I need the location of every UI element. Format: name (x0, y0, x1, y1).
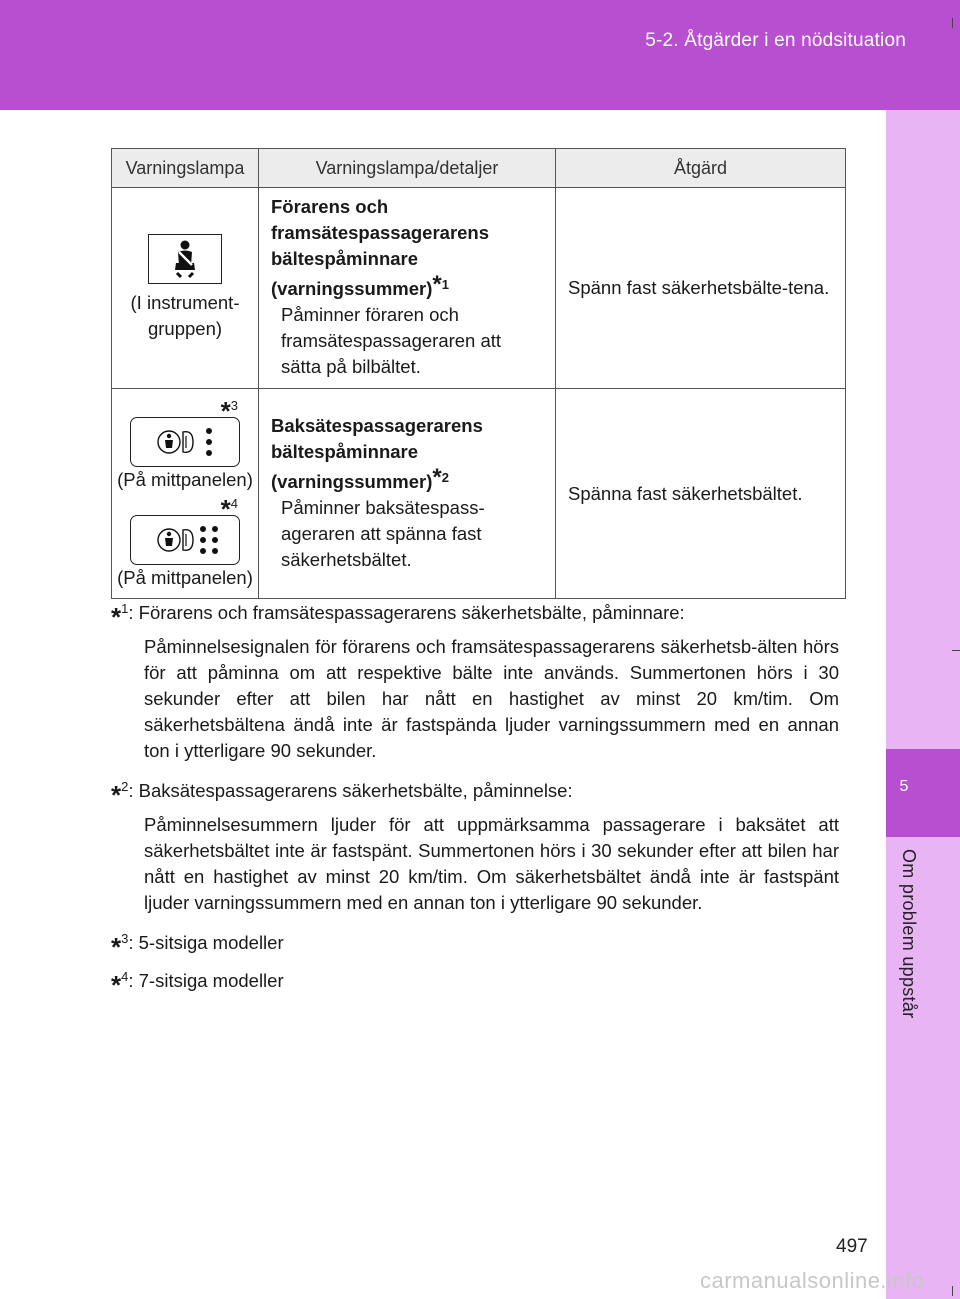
footnote: *$^3$: 5-sitsiga modeller (111, 931, 284, 962)
detail-title: Förarens och framsätespassagerarens bältespåminnare (varningssummer)$^{*1}$ (271, 196, 490, 299)
chapter-title: Om problem uppstår (899, 849, 919, 1019)
lamp-location: (På mittpanelen) (117, 566, 253, 588)
action-cell: Spänna fast säkerhetsbältet. (556, 389, 846, 599)
detail-cell (259, 389, 556, 599)
action-cell: Spänn fast säkerhetsbälte-tena. (556, 188, 846, 389)
lamp-location: (I instrument-gruppen) (130, 292, 240, 339)
lamp-location: (På mittpanelen) (117, 468, 253, 490)
watermark: carmanualsonline.info (700, 1268, 925, 1293)
detail-cell (259, 188, 556, 389)
column-header: Varningslampa (112, 149, 259, 188)
chapter-number: 5 (899, 778, 909, 795)
column-header: Varningslampa/detaljer (259, 149, 556, 188)
table-row (112, 188, 846, 389)
seatbelt-warning-icon (148, 234, 222, 284)
side-strip (886, 110, 960, 1299)
crop-mark (952, 1286, 953, 1296)
footnote-marker: *$^3$ (220, 395, 238, 426)
footnote: *$^2$: Baksätespassagerarens säkerhetsbälte, påminnelse: Påminnelsesummern ljuder för att uppmärksamma passagerare i baksätet att säkerhetsbältet inte är fastspänt. Summertonen hörs i 30 sekunder efter att bilen har nått en hastighet av minst 20 km/tim. Om säkerhetsbältet ändå inte är fastspänt ljuder varningssummern med en annan ton i ytterligare 90 sekunder. (111, 774, 839, 916)
table-header-row (112, 149, 846, 188)
detail-title: Baksätespassagerarens bältespåminnare (varningssummer)$^{*2}$ (271, 414, 483, 492)
page-number: 497 (836, 1236, 868, 1257)
lamp-cell (112, 389, 259, 599)
header-band (0, 0, 960, 110)
footnote-heading: : Förarens och framsätespassagerarens säkerhetsbälte, påminnare: (128, 602, 685, 623)
detail-description: Påminner föraren och framsätespassageraren att sätta på bilbältet. (281, 304, 502, 377)
footnote-heading: : Baksätespassagerarens säkerhetsbälte, påminnelse: (128, 780, 573, 801)
footnote: *$^4$: 7-sitsiga modeller (111, 969, 284, 1000)
footnote-body: Påminnelsesignalen för förarens och framsätespassagerarens säkerhetsb-älten hörs för att påminna om att respektive bälte inte används. Summertonen hörs i 30 sekunder efter att bilen har nått en hastighet av minst 20 km/tim. Om säkerhetsbältena ändå inte är fastspända ljuder varningssummern med en annan ton i ytterligare 90 sekunder. (144, 636, 839, 761)
crop-mark (952, 650, 960, 651)
lamp-cell (112, 188, 259, 389)
warning-table (111, 148, 846, 599)
crop-mark (952, 18, 953, 28)
footnote: *$^1$: Förarens och framsätespassagerarens säkerhetsbälte, påminnare: Påminnelsesignalen för förarens och framsätespassagerarens säkerhetsb-älten hörs för att påminna om att respektive bälte inte används. Summertonen hörs i 30 sekunder efter att bilen har nått en hastighet av minst 20 km/tim. Om säkerhetsbältena ändå inte är fastspända ljuder varningssummern med en annan ton i ytterligare 90 sekunder. (111, 596, 839, 764)
column-header: Åtgärd (556, 149, 846, 188)
footnote-marker: *$^4$ (220, 493, 238, 524)
footnote-heading: : 5-sitsiga modeller (128, 932, 284, 953)
section-title: 5-2. Åtgärder i en nödsituation (645, 30, 906, 51)
footnotes (111, 596, 839, 1002)
footnote-body: Påminnelsesummern ljuder för att uppmärksamma passagerare i baksätet att säkerhetsbältet inte är fastspänt. Summertonen hörs i 30 sekunder efter att bilen har nått en hastighet av minst 20 km/tim. Om säkerhetsbältet ändå inte är fastspänt ljuder varningssummern med en annan ton i ytterligare 90 sekunder. (144, 814, 839, 913)
table-row (112, 389, 846, 599)
detail-description: Påminner baksätespass-ageraren att spänna fast säkerhetsbältet. (281, 496, 485, 570)
footnote-heading: : 7-sitsiga modeller (128, 970, 284, 991)
